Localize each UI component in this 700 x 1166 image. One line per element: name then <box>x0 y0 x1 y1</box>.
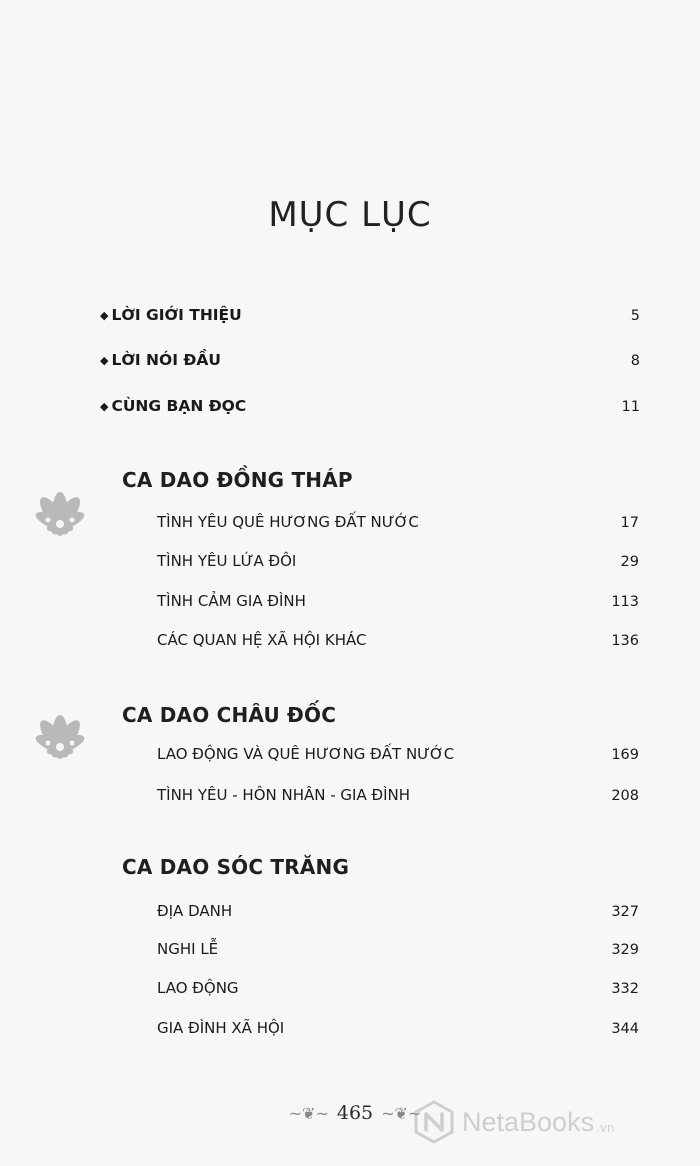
toc-entry-label: TÌNH CẢM GIA ĐÌNH <box>157 592 306 610</box>
toc-entry-page: 8 <box>630 353 640 369</box>
toc-entry-label: GIA ĐÌNH XÃ HỘI <box>157 1019 285 1037</box>
section-heading: CA DAO CHÂU ĐỐC <box>122 703 337 727</box>
watermark <box>412 1100 615 1144</box>
toc-entry-label: CÁC QUAN HỆ XÃ HỘI KHÁC <box>157 631 367 649</box>
toc-entry-label: LAO ĐỘNG <box>157 979 239 997</box>
toc-entry-page: 332 <box>611 981 639 997</box>
toc-entry-label: LỜI NÓI ĐẦU <box>111 351 221 369</box>
toc-entry-label: CÙNG BẠN ĐỌC <box>111 397 247 415</box>
toc-entry-page: 329 <box>611 942 639 958</box>
toc-entry-label: LỜI GIỚI THIỆU <box>111 306 242 324</box>
toc-entry-page: 208 <box>611 788 639 804</box>
toc-entry-label: ĐỊA DANH <box>157 902 233 920</box>
toc-entry-label: TÌNH YÊU LỨA ĐÔI <box>157 552 297 570</box>
diamond-bullet-icon: ◆ <box>100 309 109 322</box>
toc-entry[interactable] <box>100 351 640 369</box>
toc-entry-page: 17 <box>620 515 639 531</box>
section-heading: CA DAO SÓC TRĂNG <box>122 855 350 879</box>
page-number: 465 <box>336 1102 374 1124</box>
toc-entry[interactable] <box>157 940 639 958</box>
ornament-right-icon: ~❦~ <box>381 1103 422 1123</box>
toc-entry-label: TÌNH YÊU QUÊ HƯƠNG ĐẤT NƯỚC <box>157 513 419 531</box>
toc-entry-page: 169 <box>611 747 639 763</box>
ornament-left-icon: ~❦~ <box>288 1103 329 1123</box>
toc-entry[interactable] <box>157 786 639 804</box>
toc-entry-label: TÌNH YÊU - HÔN NHÂN - GIA ĐÌNH <box>157 786 411 804</box>
watermark-suffix: .vn <box>596 1121 615 1135</box>
toc-entry[interactable] <box>100 306 640 324</box>
toc-entry-page: 11 <box>621 399 640 415</box>
toc-entry[interactable] <box>157 1019 639 1037</box>
watermark-brand: NetaBooks <box>462 1106 595 1137</box>
diamond-bullet-icon: ◆ <box>100 354 109 367</box>
toc-entry[interactable] <box>157 979 639 997</box>
toc-entry-page: 136 <box>611 633 639 649</box>
toc-entry[interactable] <box>157 592 639 610</box>
toc-entry-page: 113 <box>611 594 639 610</box>
toc-entry-page: 327 <box>611 904 639 920</box>
toc-entry-label: LAO ĐỘNG VÀ QUÊ HƯƠNG ĐẤT NƯỚC <box>157 745 455 763</box>
toc-entry[interactable] <box>157 552 639 570</box>
toc-entry[interactable] <box>157 513 639 531</box>
toc-entry-page: 29 <box>620 554 639 570</box>
toc-entry[interactable] <box>100 397 640 415</box>
toc-entry-page: 344 <box>611 1021 639 1037</box>
toc-entry[interactable] <box>157 745 639 763</box>
section-heading: CA DAO ĐỒNG THÁP <box>122 468 353 492</box>
toc-entry[interactable] <box>157 902 639 920</box>
lotus-flower-icon <box>20 703 100 765</box>
toc-entry-label: NGHI LỄ <box>157 940 219 958</box>
diamond-bullet-icon: ◆ <box>100 400 109 413</box>
toc-entry[interactable] <box>157 631 639 649</box>
page-title: MỤC LỤC <box>268 195 432 235</box>
netabooks-logo-icon <box>412 1100 456 1144</box>
toc-entry-page: 5 <box>630 308 640 324</box>
lotus-flower-icon <box>20 480 100 542</box>
